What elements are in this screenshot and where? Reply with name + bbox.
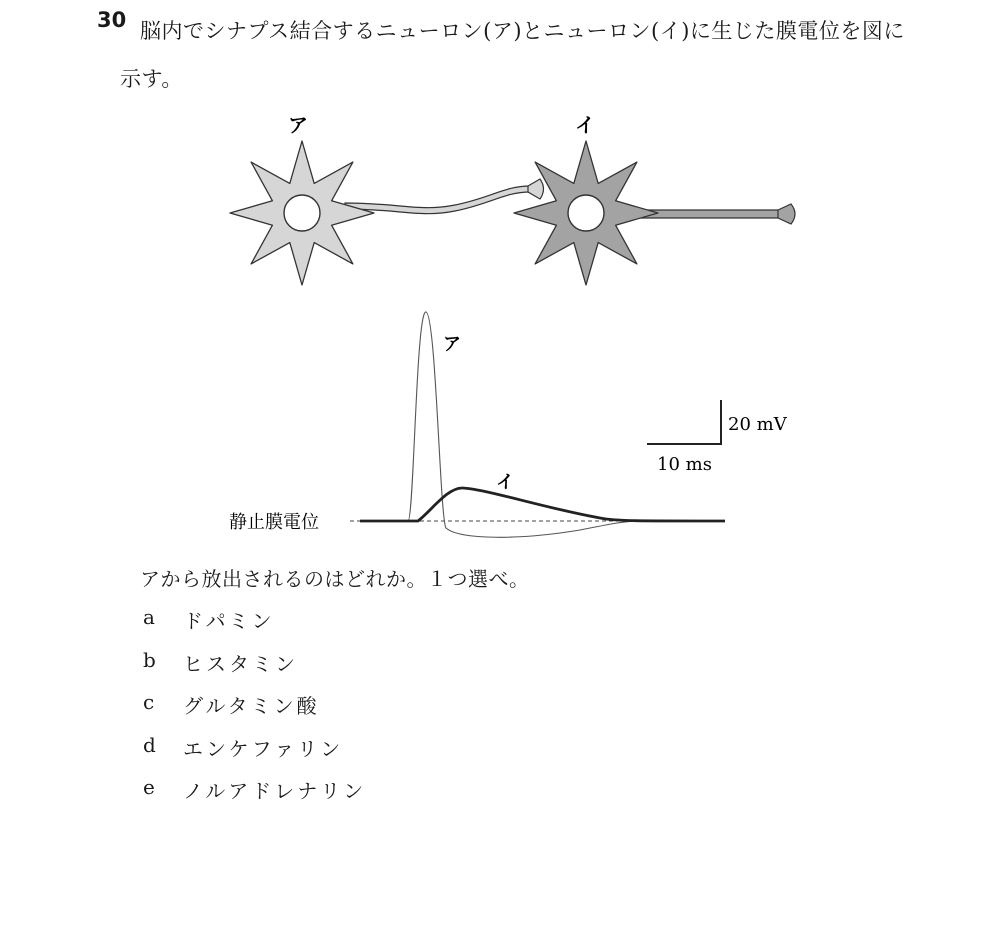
question-prompt: アから放出されるのはどれか。１つ選べ。 <box>140 567 530 591</box>
neuron-a-label: ア <box>288 113 308 137</box>
scale-voltage-label: 20 mV <box>728 414 787 435</box>
neuron-diagram <box>230 113 795 285</box>
choice-c[interactable] <box>143 690 366 733</box>
trace-a <box>360 312 640 537</box>
neuron-i-terminal <box>778 204 795 224</box>
choice-letter: d <box>143 732 156 757</box>
trace-i-label: イ <box>496 472 514 493</box>
potential-graph <box>229 312 788 537</box>
question-text-line1: 脳内でシナプス結合するニューロン(ア)とニューロン(イ)に生じた膜電位を図に <box>140 19 905 43</box>
trace-a-label: ア <box>443 334 461 355</box>
choice-text: ノルアドレナリン <box>183 779 367 803</box>
answer-choices <box>143 605 366 818</box>
choice-letter: c <box>143 690 155 714</box>
neuron-i-label: イ <box>575 113 595 137</box>
neuron-i-nucleus <box>568 195 604 231</box>
trace-i <box>360 488 725 521</box>
neuron-a-nucleus <box>284 195 320 231</box>
choice-e[interactable] <box>143 775 366 818</box>
resting-potential-label: 静止膜電位 <box>229 512 319 533</box>
choice-a[interactable] <box>143 605 366 648</box>
scale-time-label: 10 ms <box>657 454 712 475</box>
question-text-line2: 示す。 <box>120 67 183 91</box>
choice-text: グルタミン酸 <box>183 694 320 718</box>
choice-letter: e <box>143 775 155 799</box>
choice-letter: b <box>143 647 156 672</box>
neuron-a-axon <box>345 186 530 214</box>
choice-text: ドパミン <box>183 609 275 633</box>
choice-d[interactable] <box>143 733 366 776</box>
choice-letter: a <box>143 605 155 629</box>
scale-bar <box>647 400 721 444</box>
question-number: 30 <box>97 8 127 32</box>
choice-b[interactable] <box>143 648 366 691</box>
choice-text: エンケファリン <box>183 736 344 761</box>
choice-text: ヒスタミン <box>183 651 298 676</box>
neuron-a-terminal <box>528 179 544 199</box>
